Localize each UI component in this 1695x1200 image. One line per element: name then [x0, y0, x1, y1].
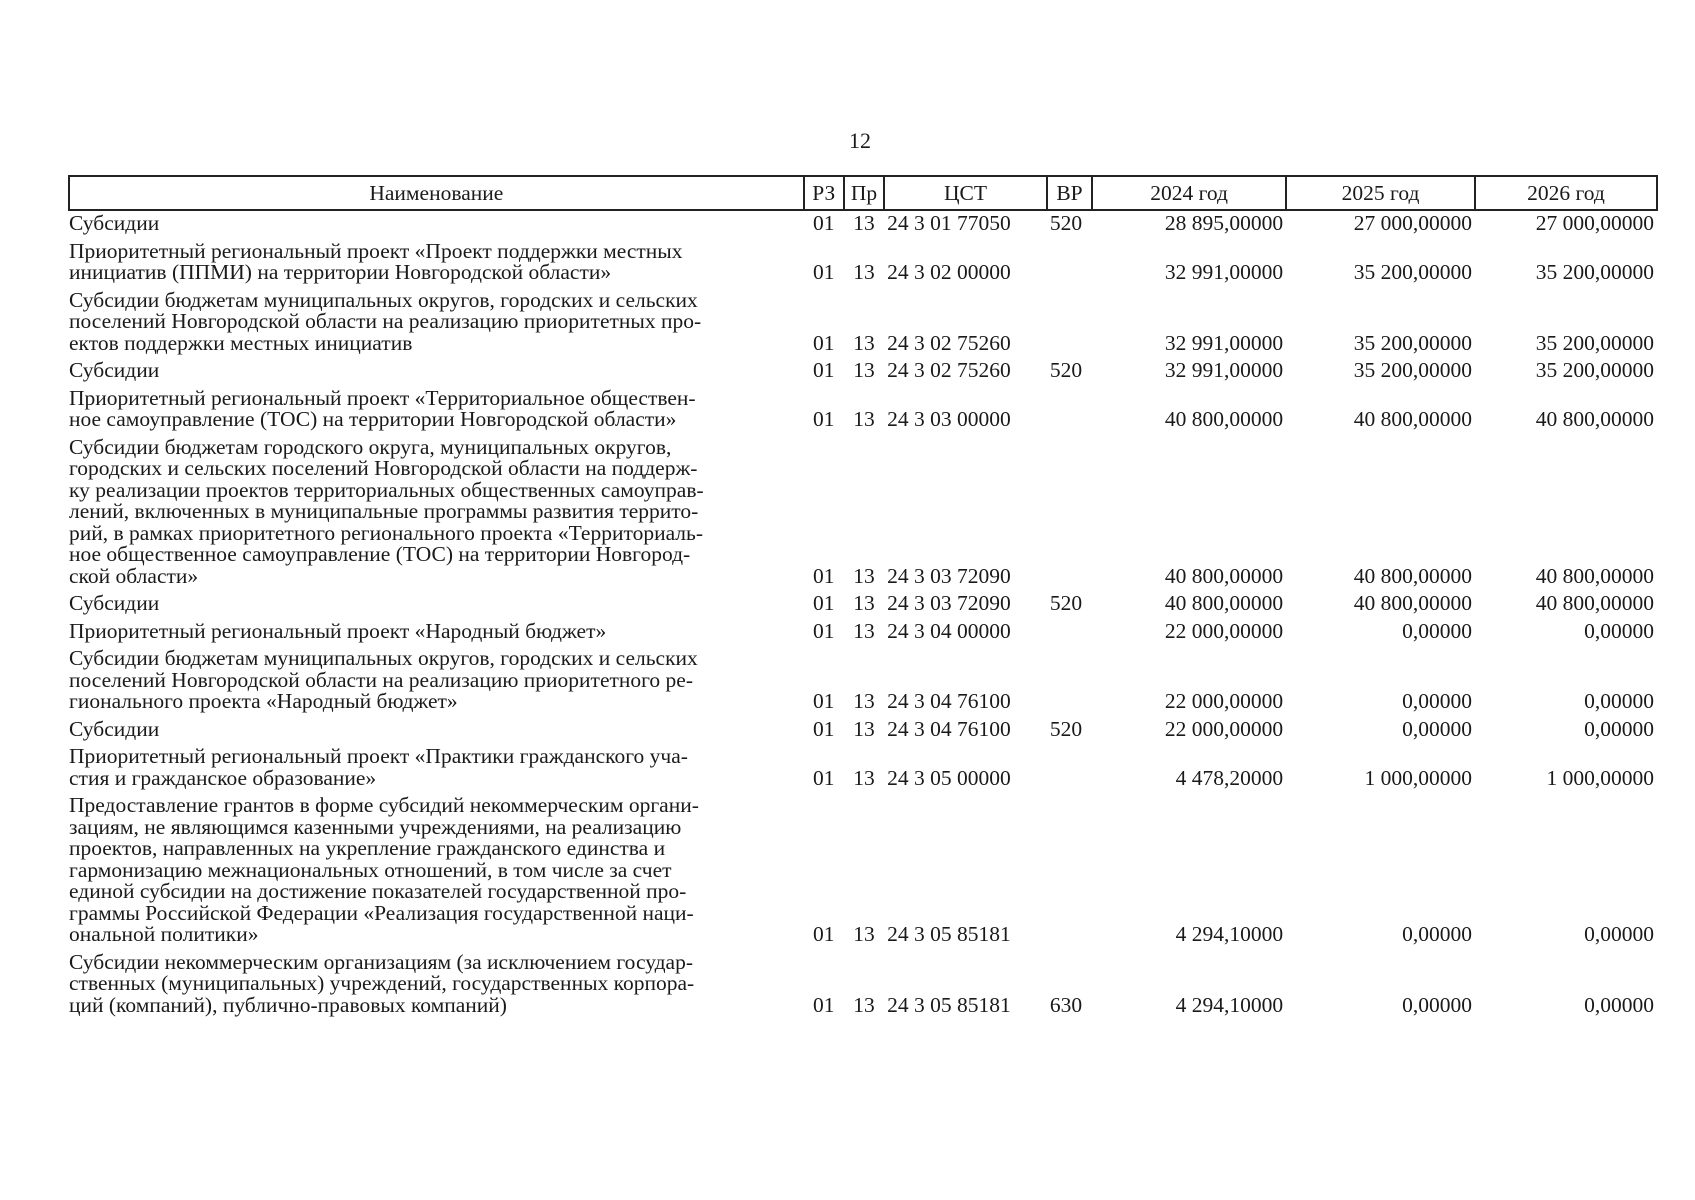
cell-2025: 0,00000	[1402, 716, 1472, 741]
name-line: ской области»	[69, 563, 199, 588]
header-vr: ВР	[1047, 176, 1092, 210]
cell-pr: 13	[853, 765, 875, 790]
header-pr: Пр	[844, 176, 884, 210]
cell-vr	[1047, 646, 1092, 717]
name-line: единой субсидии на достижение показателей государственной про-	[69, 879, 687, 903]
cell-cst: 24 3 03 72090	[887, 591, 1011, 615]
cell-vr: 520	[1049, 716, 1083, 741]
name-line: Предоставление грантов в форме субсидий некоммерческим органи-	[69, 793, 699, 817]
name-line: Субсидии	[69, 591, 160, 615]
table-row	[69, 591, 1657, 619]
cell-name	[69, 717, 804, 745]
cell-cst: 24 3 05 00000	[887, 765, 1011, 790]
cell-pr: 13	[853, 922, 875, 946]
cell-2025: 40 800,00000	[1353, 407, 1472, 431]
table-row	[69, 239, 1657, 288]
name-line: ку реализации проектов территориальных общественных самоуправ-	[69, 477, 704, 502]
name-line: Субсидии некоммерческим организациям (за исключением государ-	[69, 949, 693, 974]
cell-2025: 35 200,00000	[1353, 260, 1472, 284]
cell-cst: 24 3 02 75260	[887, 330, 1011, 355]
cell-vr: 520	[1049, 358, 1083, 382]
cell-2025: 0,00000	[1402, 992, 1472, 1017]
cell-rz: 01	[813, 591, 835, 615]
name-line: ональной политики»	[69, 922, 259, 946]
name-line: Субсидии	[69, 716, 160, 741]
cell-cst: 24 3 03 72090	[887, 563, 1011, 588]
table-row	[69, 793, 1657, 950]
cell-vr	[1047, 619, 1092, 647]
table-header	[69, 176, 1657, 210]
cell-2024: 32 991,00000	[1164, 358, 1284, 382]
name-line: городских и сельских поселений Новгородской области на поддерж-	[69, 456, 698, 480]
name-line: гармонизацию межнациональных отношений, в том числе за счет	[69, 857, 672, 882]
cell-name	[69, 744, 804, 793]
cell-vr	[1047, 239, 1092, 288]
cell-rz: 01	[813, 689, 835, 713]
cell-vr	[1047, 386, 1092, 435]
cell-2026: 0,00000	[1584, 992, 1654, 1017]
cell-2024: 4 294,10000	[1175, 922, 1284, 946]
cell-pr: 13	[853, 716, 875, 741]
cell-pr: 13	[853, 618, 875, 643]
cell-2024: 22 000,00000	[1164, 716, 1284, 741]
name-line: стия и гражданское образование»	[69, 765, 377, 790]
cell-vr: 520	[1049, 591, 1083, 615]
cell-2026: 0,00000	[1584, 689, 1654, 713]
table-row	[69, 744, 1657, 793]
cell-2026: 40 800,00000	[1535, 407, 1654, 431]
budget-table	[68, 175, 1658, 1020]
cell-2025: 0,00000	[1402, 922, 1472, 946]
table-row	[69, 288, 1657, 359]
table-row	[69, 210, 1657, 239]
cell-2025: 27 000,00000	[1353, 211, 1472, 235]
name-line: Субсидии	[69, 358, 160, 382]
cell-name	[69, 950, 804, 1021]
cell-2024: 4 294,10000	[1175, 992, 1284, 1017]
cell-name	[69, 619, 804, 647]
cell-2025: 40 800,00000	[1353, 563, 1472, 588]
page-number: 12	[849, 128, 871, 153]
cell-pr: 13	[853, 260, 875, 284]
name-line: ное самоуправление (ТОС) на территории Новгородской области»	[69, 407, 677, 431]
cell-rz: 01	[813, 563, 835, 588]
cell-2024: 40 800,00000	[1164, 563, 1284, 588]
cell-rz: 01	[813, 716, 835, 741]
name-line: Приоритетный региональный проект «Народный бюджет»	[69, 618, 607, 643]
cell-2024: 28 895,00000	[1164, 211, 1284, 235]
table-row	[69, 717, 1657, 745]
name-line: Субсидии бюджетам муниципальных округов, городских и сельских	[69, 287, 698, 312]
cell-pr: 13	[853, 330, 875, 355]
header-cst: ЦСТ	[884, 176, 1047, 210]
name-line: Субсидии бюджетам муниципальных округов, городских и сельских	[69, 646, 698, 670]
cell-rz: 01	[813, 407, 835, 431]
cell-cst: 24 3 01 77050	[887, 211, 1011, 235]
cell-2025: 1 000,00000	[1364, 765, 1472, 790]
table-row	[69, 358, 1657, 386]
cell-pr: 13	[853, 689, 875, 713]
cell-rz: 01	[813, 211, 835, 235]
cell-name	[69, 210, 804, 239]
cell-name	[69, 646, 804, 717]
name-line: лений, включенных в муниципальные программы развития террито-	[69, 499, 699, 523]
cell-cst: 24 3 02 75260	[887, 358, 1011, 382]
name-line: проектов, направленных на укрепление гражданского единства и	[69, 836, 666, 860]
cell-2026: 27 000,00000	[1535, 211, 1654, 235]
name-line: Приоритетный региональный проект «Территориальное обществен-	[69, 385, 696, 410]
table-row	[69, 646, 1657, 717]
name-line: ное общественное самоуправление (ТОС) на территории Новгород-	[69, 542, 691, 566]
cell-name	[69, 386, 804, 435]
name-line: ектов поддержки местных инициатив	[69, 330, 413, 355]
cell-2024: 32 991,00000	[1164, 330, 1284, 355]
cell-pr: 13	[853, 407, 875, 431]
cell-2026: 0,00000	[1584, 618, 1654, 643]
cell-rz: 01	[813, 765, 835, 790]
cell-pr: 13	[853, 591, 875, 615]
table-row	[69, 386, 1657, 435]
cell-2024: 4 478,20000	[1175, 765, 1284, 790]
cell-2024: 22 000,00000	[1164, 618, 1284, 643]
cell-name	[69, 358, 804, 386]
cell-2024: 40 800,00000	[1164, 591, 1284, 615]
name-line: поселений Новгородской области на реализацию приоритетного ре-	[69, 667, 694, 692]
cell-2024: 22 000,00000	[1164, 689, 1284, 713]
cell-name	[69, 793, 804, 950]
cell-pr: 13	[853, 992, 875, 1017]
name-line: инициатив (ППМИ) на территории Новгородской области»	[69, 260, 612, 284]
cell-2026: 35 200,00000	[1535, 358, 1654, 382]
cell-cst: 24 3 05 85181	[887, 922, 1011, 946]
cell-vr: 520	[1049, 211, 1083, 235]
cell-name	[69, 288, 804, 359]
cell-2024: 32 991,00000	[1164, 260, 1284, 284]
cell-2026: 0,00000	[1584, 716, 1654, 741]
cell-pr: 13	[853, 563, 875, 588]
cell-2026: 35 200,00000	[1535, 330, 1654, 355]
table-row	[69, 435, 1657, 592]
name-line: зациям, не являющимся казенными учреждениями, на реализацию	[69, 814, 682, 839]
name-line: гионального проекта «Народный бюджет»	[69, 689, 458, 713]
cell-cst: 24 3 02 00000	[887, 260, 1011, 284]
name-line: граммы Российской Федерации «Реализация государственной наци-	[69, 900, 694, 925]
header-name: Наименование	[69, 176, 804, 210]
header-2024: 2024 год	[1092, 176, 1286, 210]
cell-vr	[1047, 793, 1092, 950]
cell-rz: 01	[813, 358, 835, 382]
cell-rz: 01	[813, 992, 835, 1017]
cell-vr	[1047, 435, 1092, 592]
cell-name	[69, 435, 804, 592]
cell-vr: 630	[1049, 992, 1083, 1017]
cell-rz: 01	[813, 618, 835, 643]
name-line: Субсидии	[69, 211, 160, 235]
name-line: ственных (муниципальных) учреждений, государственных корпора-	[69, 971, 695, 995]
cell-2026: 35 200,00000	[1535, 260, 1654, 284]
cell-2025: 35 200,00000	[1353, 330, 1472, 355]
table-row	[69, 950, 1657, 1021]
cell-vr	[1047, 744, 1092, 793]
cell-2025: 40 800,00000	[1353, 591, 1472, 615]
cell-cst: 24 3 05 85181	[887, 992, 1011, 1017]
name-line: Субсидии бюджетам городского округа, муниципальных округов,	[69, 434, 672, 459]
name-line: поселений Новгородской области на реализацию приоритетных про-	[69, 309, 702, 333]
cell-name	[69, 239, 804, 288]
cell-pr: 13	[853, 211, 875, 235]
header-2026: 2026 год	[1475, 176, 1657, 210]
cell-2024: 40 800,00000	[1164, 407, 1284, 431]
header-rz: РЗ	[804, 176, 844, 210]
cell-2025: 0,00000	[1402, 618, 1472, 643]
cell-2026: 0,00000	[1584, 922, 1654, 946]
name-line: Приоритетный региональный проект «Проект поддержки местных	[69, 238, 683, 263]
table-row	[69, 619, 1657, 647]
cell-vr	[1047, 288, 1092, 359]
table-body	[69, 210, 1657, 1020]
header-2025: 2025 год	[1286, 176, 1475, 210]
cell-rz: 01	[813, 260, 835, 284]
name-line: ций (компаний), публично-правовых компаний)	[69, 992, 507, 1017]
cell-pr: 13	[853, 358, 875, 382]
cell-cst: 24 3 03 00000	[887, 407, 1011, 431]
name-line: рий, в рамках приоритетного регионального проекта «Территориаль-	[69, 520, 703, 545]
cell-2026: 40 800,00000	[1535, 591, 1654, 615]
cell-cst: 24 3 04 00000	[887, 618, 1011, 643]
cell-2025: 0,00000	[1402, 689, 1472, 713]
cell-2026: 40 800,00000	[1535, 563, 1654, 588]
cell-2025: 35 200,00000	[1353, 358, 1472, 382]
cell-rz: 01	[813, 922, 835, 946]
cell-cst: 24 3 04 76100	[887, 716, 1011, 741]
name-line: Приоритетный региональный проект «Практики гражданского уча-	[69, 744, 688, 768]
cell-2026: 1 000,00000	[1546, 765, 1654, 790]
cell-name	[69, 591, 804, 619]
cell-cst: 24 3 04 76100	[887, 689, 1011, 713]
cell-rz: 01	[813, 330, 835, 355]
